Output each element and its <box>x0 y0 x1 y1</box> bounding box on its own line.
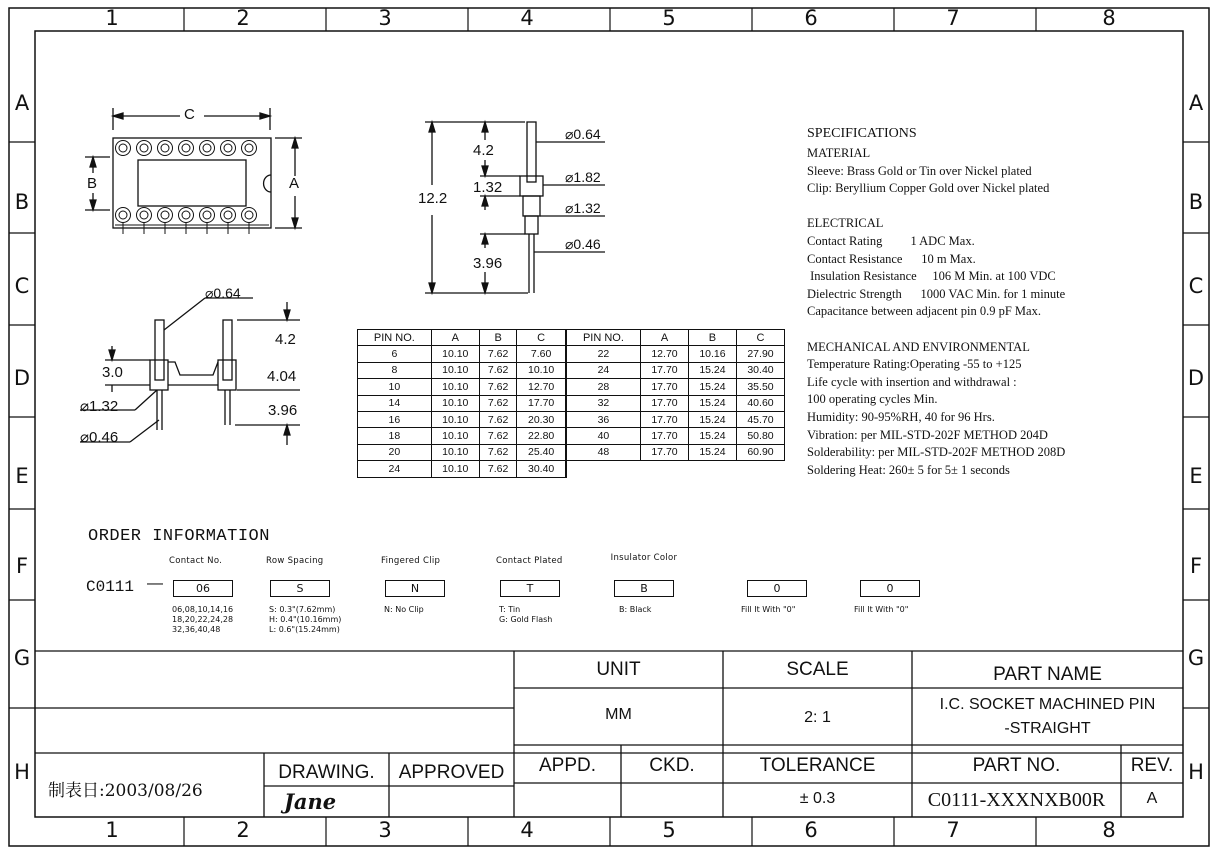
scale-label: SCALE <box>786 659 849 680</box>
order-field-label: Contact Plated <box>496 556 563 566</box>
table-cell: 7.62 <box>479 379 517 395</box>
part-no-label: PART NO. <box>972 755 1061 776</box>
zone-col-5: 5 <box>662 6 676 30</box>
zone-row-b: B <box>14 190 30 214</box>
zone-col-7-bottom: 7 <box>946 818 960 842</box>
drawing-label: DRAWING. <box>278 762 375 783</box>
table-cell: 15.24 <box>688 379 736 395</box>
table-cell: 50.80 <box>736 428 784 444</box>
order-field-option: 06,08,10,14,16 <box>172 605 234 614</box>
col-header: A <box>641 330 689 346</box>
drawn-by-signature: Jane <box>284 789 337 814</box>
dim-a-label: A <box>289 175 300 192</box>
order-field-option: 32,36,40,48 <box>172 625 221 634</box>
table-cell: 32 <box>566 395 641 411</box>
spec-line: Vibration: per MIL-STD-202F METHOD 204D <box>807 427 1048 442</box>
order-info-title: ORDER INFORMATION <box>88 527 270 546</box>
table-cell: 22.80 <box>517 428 566 444</box>
dim-c-label: C <box>184 106 195 123</box>
spec-line: 100 operating cycles Min. <box>807 392 938 407</box>
table-cell: 10.16 <box>688 346 736 362</box>
order-field-option: T: Tin <box>499 605 521 614</box>
table-cell: 12.70 <box>641 346 689 362</box>
table-cell: 28 <box>566 379 641 395</box>
rev-value: A <box>1146 790 1158 807</box>
zone-row-h-right: H <box>1188 760 1204 784</box>
order-field-option: H: 0.4"(10.16mm) <box>269 615 342 624</box>
order-field-box[interactable]: 0 <box>860 580 920 597</box>
ckd-label: CKD. <box>649 755 695 776</box>
spec-line: Insulation Resistance 106 M Min. at 100 VDC <box>807 269 1056 284</box>
table-cell: 17.70 <box>641 411 689 427</box>
zone-row-h: H <box>14 760 30 784</box>
table-cell: 15.24 <box>688 428 736 444</box>
part-name-label: PART NAME <box>993 664 1102 685</box>
zone-row-a: A <box>14 91 30 115</box>
table-cell: 6 <box>358 346 432 362</box>
pin-dim-phi182: ⌀1.82 <box>565 169 601 185</box>
side-dim-064: ⌀0.64 <box>205 285 241 301</box>
zone-col-8: 8 <box>1102 6 1116 30</box>
spec-line: ELECTRICAL <box>807 216 884 231</box>
table-cell: 7.60 <box>517 346 566 362</box>
part-name-line-1: I.C. SOCKET MACHINED PIN <box>939 696 1156 713</box>
zone-col-8-bottom: 8 <box>1102 818 1116 842</box>
spec-line: MATERIAL <box>807 146 871 160</box>
col-header: B <box>479 330 517 346</box>
zone-col-1: 1 <box>105 6 119 30</box>
table-cell: 10.10 <box>431 461 479 477</box>
table-cell: 10.10 <box>431 428 479 444</box>
table-cell: 10.10 <box>431 379 479 395</box>
pin-dim-phi064: ⌀0.64 <box>565 126 601 142</box>
zone-row-c: C <box>14 274 30 298</box>
table-cell: 10.10 <box>431 411 479 427</box>
table-cell: 7.62 <box>479 411 517 427</box>
zone-col-4-bottom: 4 <box>520 818 534 842</box>
table-cell: 15.24 <box>688 411 736 427</box>
zone-row-f-right: F <box>1189 554 1203 578</box>
table-cell: 15.24 <box>688 395 736 411</box>
table-cell: 17.70 <box>641 395 689 411</box>
side-dim-404: 4.04 <box>267 368 297 385</box>
order-field-box[interactable]: 06 <box>173 580 233 597</box>
pin-dim-42: 4.2 <box>473 142 494 159</box>
zone-row-f: F <box>15 554 29 578</box>
zone-col-5-bottom: 5 <box>662 818 676 842</box>
zone-col-6: 6 <box>804 6 818 30</box>
table-cell: 40 <box>566 428 641 444</box>
col-header: C <box>736 330 784 346</box>
zone-row-e-right: E <box>1189 464 1203 488</box>
table-cell: 17.70 <box>641 444 689 460</box>
spec-line: Contact Rating 1 ADC Max. <box>807 233 975 248</box>
zone-col-1-bottom: 1 <box>105 818 119 842</box>
scale-value: 2: 1 <box>804 709 831 726</box>
order-field-box[interactable]: T <box>500 580 560 597</box>
zone-row-d: D <box>13 366 31 390</box>
pin-dim-132: 1.32 <box>473 179 503 196</box>
spec-line: Humidity: 90-95%RH, 40 for 96 Hrs. <box>807 409 995 424</box>
tolerance-value: ± 0.3 <box>799 790 836 807</box>
order-field-label: Contact No. <box>169 556 223 566</box>
zone-col-3: 3 <box>378 6 392 30</box>
zone-col-2-bottom: 2 <box>236 818 250 842</box>
table-cell: 15.24 <box>688 362 736 378</box>
spec-title: SPECIFICATIONS <box>807 126 917 141</box>
zone-row-b-right: B <box>1188 190 1204 214</box>
table-cell: 10.10 <box>431 346 479 362</box>
table-cell: 16 <box>358 411 432 427</box>
pin-dim-396: 3.96 <box>473 255 503 272</box>
col-header: C <box>517 330 566 346</box>
table-cell: 14 <box>358 395 432 411</box>
zone-col-7: 7 <box>946 6 960 30</box>
side-dim-30: 3.0 <box>102 364 123 381</box>
pin-dim-122: 12.2 <box>418 190 448 207</box>
part-name-line-2: -STRAIGHT <box>1004 720 1091 737</box>
spec-line: MECHANICAL AND ENVIRONMENTAL <box>807 339 1030 354</box>
order-field-option: N: No Clip <box>384 605 424 614</box>
order-field-box[interactable]: S <box>270 580 330 597</box>
table-cell: 30.40 <box>517 461 566 477</box>
dim-b-label: B <box>87 175 98 192</box>
spec-line: Solderability: per MIL-STD-202F METHOD 208D <box>807 445 1066 460</box>
col-header: A <box>431 330 479 346</box>
pin-dim-phi132: ⌀1.32 <box>565 200 601 216</box>
spec-line: Clip: Beryllium Copper Gold over Nickel plated <box>807 181 1050 196</box>
table-cell: 20.30 <box>517 411 566 427</box>
table-cell: 7.62 <box>479 346 517 362</box>
table-cell: 7.62 <box>479 461 517 477</box>
table-cell: 18 <box>358 428 432 444</box>
order-field-option: S: 0.3"(7.62mm) <box>269 605 336 614</box>
table-cell: 10 <box>358 379 432 395</box>
zone-col-2: 2 <box>236 6 250 30</box>
table-cell: 10.10 <box>431 362 479 378</box>
table-cell: 17.70 <box>641 379 689 395</box>
table-cell: 30.40 <box>736 362 784 378</box>
table-cell: 17.70 <box>517 395 566 411</box>
rev-label: REV. <box>1130 755 1174 776</box>
table-cell: 15.24 <box>688 444 736 460</box>
spec-line: Soldering Heat: 260± 5 for 5± 1 seconds <box>807 462 1010 477</box>
zone-row-a-right: A <box>1188 91 1204 115</box>
order-field-label: Insulator Color <box>610 553 678 563</box>
order-field-option: B: Black <box>619 605 652 614</box>
table-cell: 24 <box>358 461 432 477</box>
table-cell: 36 <box>566 411 641 427</box>
table-cell: 10.10 <box>517 362 566 378</box>
order-field-option: L: 0.6"(15.24mm) <box>269 625 340 634</box>
table-cell: 7.62 <box>479 428 517 444</box>
appd-label: APPD. <box>538 755 597 776</box>
table-cell: 17.70 <box>641 362 689 378</box>
table-cell: 7.62 <box>479 362 517 378</box>
table-cell: 24 <box>566 362 641 378</box>
table-cell: 45.70 <box>736 411 784 427</box>
table-cell: 17.70 <box>641 428 689 444</box>
table-cell: 7.62 <box>479 444 517 460</box>
order-field-box[interactable]: N <box>385 580 445 597</box>
spec-line: Contact Resistance 10 m Max. <box>807 251 976 266</box>
order-field-option: Fill It With "0" <box>854 605 909 614</box>
spec-line: Dielectric Strength 1000 VAC Min. for 1 minute <box>807 286 1066 301</box>
tolerance-label: TOLERANCE <box>759 755 876 776</box>
col-header: B <box>688 330 736 346</box>
side-dim-42: 4.2 <box>275 331 296 348</box>
side-dim-396: 3.96 <box>268 402 298 419</box>
table-cell: 7.62 <box>479 395 517 411</box>
zone-col-3-bottom: 3 <box>378 818 392 842</box>
order-field-label: Row Spacing <box>266 556 324 566</box>
spec-line: Temperature Rating:Operating -55 to +125 <box>807 357 1022 372</box>
col-header: PIN NO. <box>566 330 641 346</box>
table-cell: 27.90 <box>736 346 784 362</box>
order-field-option: 18,20,22,24,28 <box>172 615 234 624</box>
approved-label: APPROVED <box>398 762 505 783</box>
spec-line: Life cycle with insertion and withdrawal : <box>807 374 1017 389</box>
order-field-option: Fill It With "0" <box>741 605 796 614</box>
table-cell: 22 <box>566 346 641 362</box>
table-cell: 10.10 <box>431 395 479 411</box>
order-field-box[interactable]: 0 <box>747 580 807 597</box>
col-header: PIN NO. <box>358 330 432 346</box>
unit-value: MM <box>605 706 632 723</box>
order-prefix: C0111 <box>86 578 135 596</box>
zone-row-g: G <box>13 646 31 670</box>
table-cell: 12.70 <box>517 379 566 395</box>
order-dash: — <box>147 575 163 592</box>
table-cell: 20 <box>358 444 432 460</box>
spec-line: Capacitance between adjacent pin 0.9 pF Max. <box>807 304 1041 319</box>
table-cell: 60.90 <box>736 444 784 460</box>
table-cell: 8 <box>358 362 432 378</box>
order-field-label: Fingered Clip <box>381 556 441 566</box>
order-field-option: G: Gold Flash <box>499 615 553 624</box>
zone-row-g-right: G <box>1187 646 1205 670</box>
date-text: 制表日:2003/08/26 <box>48 781 203 801</box>
table-cell: 40.60 <box>736 395 784 411</box>
table-cell: 48 <box>566 444 641 460</box>
unit-label: UNIT <box>596 659 641 680</box>
zone-row-c-right: C <box>1188 274 1204 298</box>
table-cell: 25.40 <box>517 444 566 460</box>
table-cell: 10.10 <box>431 444 479 460</box>
part-no-value: C0111-XXXNXB00R <box>927 789 1106 811</box>
table-cell: 35.50 <box>736 379 784 395</box>
side-dim-132: ⌀1.32 <box>80 398 119 415</box>
zone-col-4: 4 <box>520 6 534 30</box>
zone-col-6-bottom: 6 <box>804 818 818 842</box>
order-field-box[interactable]: B <box>614 580 674 597</box>
pin-dim-phi046: ⌀0.46 <box>565 236 601 252</box>
zone-row-d-right: D <box>1187 366 1205 390</box>
side-dim-046: ⌀0.46 <box>80 429 119 446</box>
spec-line: Sleeve: Brass Gold or Tin over Nickel plated <box>807 163 1032 178</box>
zone-row-e: E <box>15 464 29 488</box>
